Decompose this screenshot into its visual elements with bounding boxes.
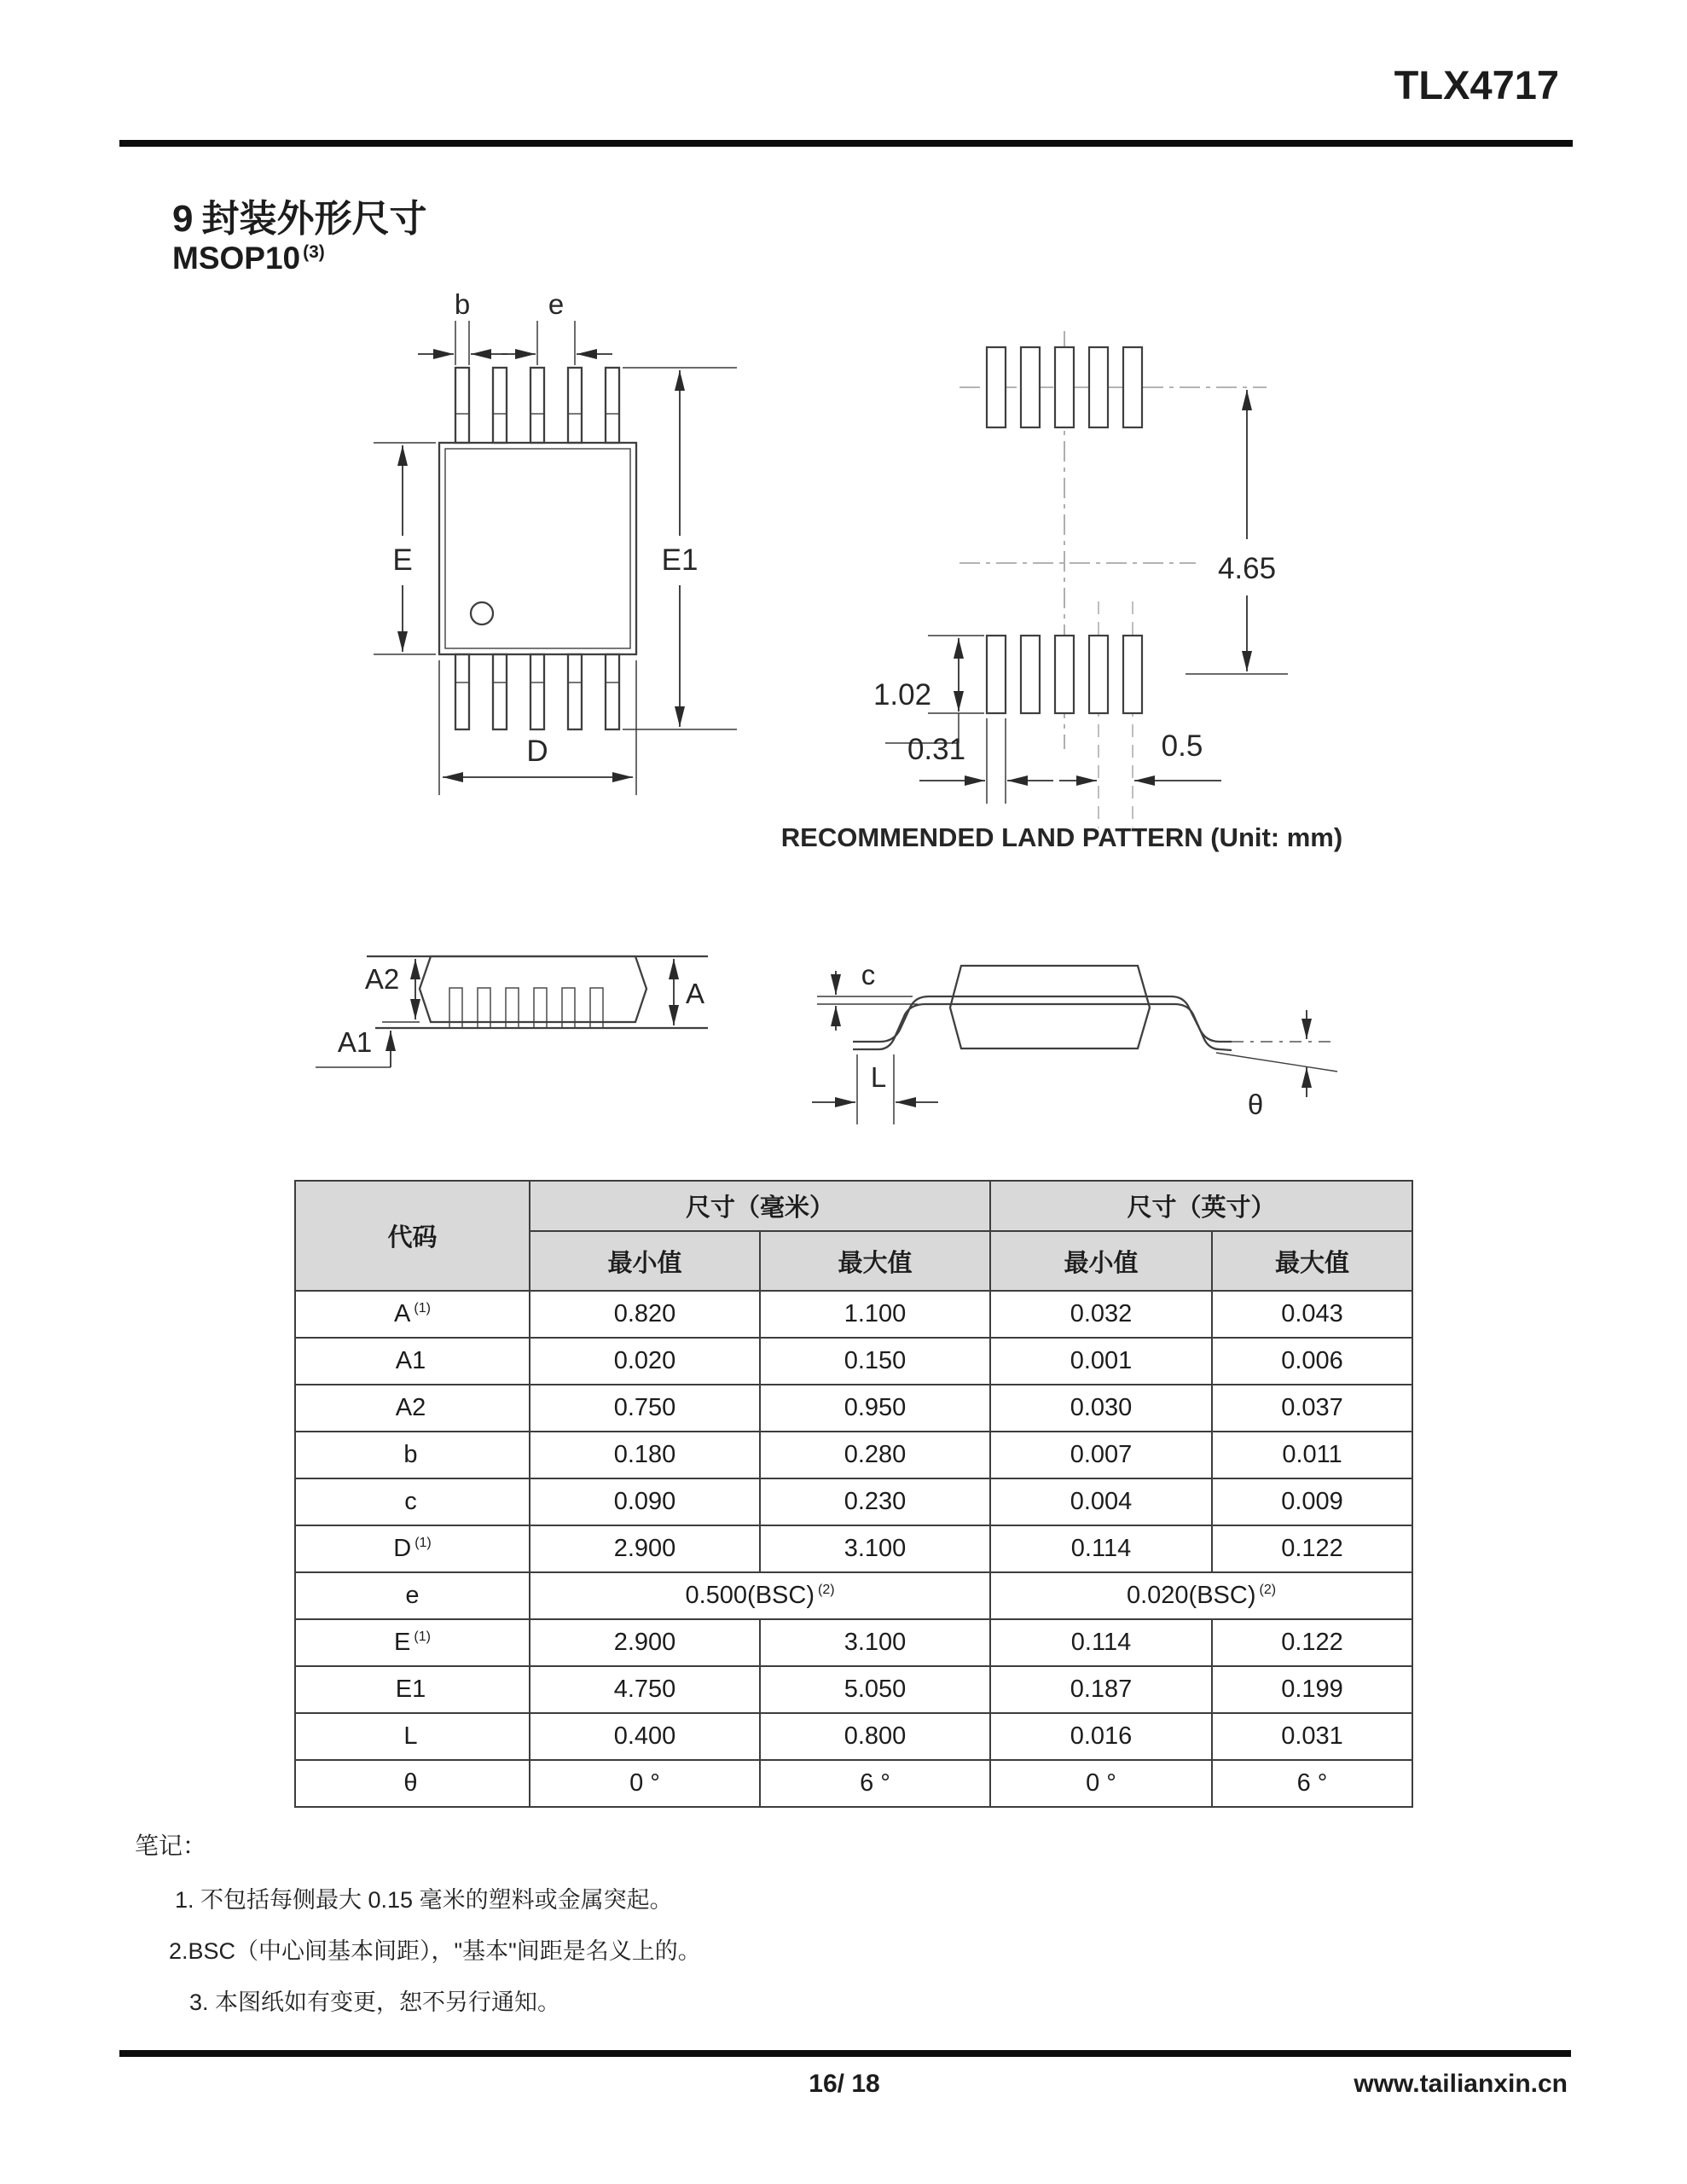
dimension-table [294, 1180, 1413, 1808]
value-cell: 0.180 [530, 1432, 760, 1478]
side-view-lead-drawing [812, 959, 1337, 1124]
value-cell: 0.031 [1212, 1713, 1412, 1760]
note-item-2: 2.BSC（中心间基本间距），"基本"间距是名义上的。 [169, 1938, 701, 1964]
code-cell: θ [295, 1760, 530, 1807]
value-cell: 0.006 [1212, 1338, 1412, 1385]
dim-label-b: b [454, 288, 471, 320]
table-row [295, 1385, 1412, 1432]
value-cell: 0.030 [990, 1385, 1212, 1432]
value-cell: 0.820 [530, 1291, 760, 1338]
col-header-in-min: 最小值 [990, 1231, 1212, 1291]
value-cell: 0.004 [990, 1478, 1212, 1525]
code-cell: b [295, 1432, 530, 1478]
col-header-code: 代码 [295, 1181, 530, 1291]
table-row [295, 1760, 1412, 1807]
value-cell: 1.100 [760, 1291, 990, 1338]
value-cell: 0.043 [1212, 1291, 1412, 1338]
dim-label-E: E [392, 543, 413, 577]
dim-label-1-02: 1.02 [872, 678, 932, 712]
note-item-3: 3. 本图纸如有变更，恕不另行通知。 [189, 1989, 561, 2015]
section-title: 封装外形尺寸 [201, 198, 427, 240]
doc-title: TLX4717 [1394, 62, 1559, 107]
value-cell: 0.122 [1212, 1619, 1412, 1666]
value-cell-span: 0.500(BSC) $^{(2)}$ [530, 1572, 990, 1619]
value-cell: 2.900 [530, 1525, 760, 1572]
table-row [295, 1525, 1412, 1572]
table-row-e [295, 1572, 1412, 1619]
value-cell: 3.100 [760, 1525, 990, 1572]
table-row [295, 1619, 1412, 1666]
value-cell: 0.090 [530, 1478, 760, 1525]
col-header-mm-max: 最大值 [760, 1231, 990, 1291]
dim-label-A: A [686, 978, 705, 1009]
value-cell: 0.114 [990, 1619, 1212, 1666]
value-cell: 0.016 [990, 1713, 1212, 1760]
notes-heading: 笔记： [135, 1833, 207, 1859]
code-cell: A2 [295, 1385, 530, 1432]
dim-label-c: c [861, 959, 876, 990]
value-cell: 0.280 [760, 1432, 990, 1478]
pin1-marker [471, 602, 493, 624]
value-cell: 0.020 [530, 1338, 760, 1385]
dim-label-e: e [548, 288, 565, 320]
code-cell: A $^{(1)}$ [295, 1291, 530, 1338]
value-cell: 0.150 [760, 1338, 990, 1385]
value-cell: 0.122 [1212, 1525, 1412, 1572]
side-view-end-drawing [316, 956, 708, 1067]
value-cell: 0.037 [1212, 1385, 1412, 1432]
value-cell: 0.800 [760, 1713, 990, 1760]
table-row [295, 1432, 1412, 1478]
code-cell: L [295, 1713, 530, 1760]
dim-label-E1: E1 [661, 543, 699, 577]
land-pattern-drawing [781, 331, 1342, 852]
website-url: www.tailianxin.cn [1354, 2070, 1568, 2098]
col-header-mm-min: 最小值 [530, 1231, 760, 1291]
code-cell: A1 [295, 1338, 530, 1385]
value-cell: 0.950 [760, 1385, 990, 1432]
table-row [295, 1713, 1412, 1760]
section-number: 9 [172, 198, 194, 240]
section-heading [172, 188, 426, 242]
value-cell: 6 ° [1212, 1760, 1412, 1807]
code-cell: E1 [295, 1666, 530, 1713]
dim-label-A2: A2 [364, 963, 400, 995]
value-cell: 0.400 [530, 1713, 760, 1760]
value-cell: 0 ° [530, 1760, 760, 1807]
value-cell: 0.011 [1212, 1432, 1412, 1478]
code-cell: E $^{(1)}$ [295, 1619, 530, 1666]
value-cell: 3.100 [760, 1619, 990, 1666]
value-cell: 0.199 [1212, 1666, 1412, 1713]
value-cell: 0.007 [990, 1432, 1212, 1478]
value-cell: 0.001 [990, 1338, 1212, 1385]
dim-label-theta: θ [1247, 1089, 1264, 1120]
code-cell: D $^{(1)}$ [295, 1525, 530, 1572]
value-cell-span: 0.020(BSC) $^{(2)}$ [990, 1572, 1412, 1619]
table-row [295, 1666, 1412, 1713]
footer-rule [119, 2050, 1571, 2057]
land-pattern-caption: RECOMMENDED LAND PATTERN (Unit: mm) [780, 822, 1343, 852]
value-cell: 0.230 [760, 1478, 990, 1525]
package-drawings [119, 282, 1569, 1143]
value-cell: 0.032 [990, 1291, 1212, 1338]
value-cell: 0.187 [990, 1666, 1212, 1713]
dim-label-0-5: 0.5 [1161, 729, 1203, 763]
value-cell: 0.009 [1212, 1478, 1412, 1525]
package-note-ref: (3) [303, 241, 325, 262]
dim-label-D: D [526, 735, 548, 768]
value-cell: 0.750 [530, 1385, 760, 1432]
dim-label-A1: A1 [337, 1026, 373, 1058]
value-cell: 5.050 [760, 1666, 990, 1713]
code-cell: e [295, 1572, 530, 1619]
dim-label-L: L [870, 1061, 887, 1093]
value-cell: 0 ° [990, 1760, 1212, 1807]
code-cell: c [295, 1478, 530, 1525]
col-header-inch: 尺寸（英寸） [990, 1181, 1412, 1231]
col-header-mm: 尺寸（毫米） [530, 1181, 990, 1231]
dim-label-0-31: 0.31 [907, 733, 966, 766]
value-cell: 0.114 [990, 1525, 1212, 1572]
note-item-1: 1. 不包括每侧最大 0.15 毫米的塑料或金属突起。 [175, 1887, 673, 1913]
header-rule [119, 140, 1573, 147]
package-name: MSOP10 $^{(3)}$ [172, 241, 325, 276]
dimension-table-wrap [294, 1180, 1413, 1808]
table-row [295, 1338, 1412, 1385]
table-row [295, 1291, 1412, 1338]
top-view-drawing [374, 288, 737, 795]
value-cell: 6 ° [760, 1760, 990, 1807]
value-cell: 2.900 [530, 1619, 760, 1666]
table-row [295, 1478, 1412, 1525]
dim-label-4-65: 4.65 [1217, 552, 1277, 585]
value-cell: 4.750 [530, 1666, 760, 1713]
page-number: 16/ 18 [809, 2070, 880, 2098]
col-header-in-max: 最大值 [1212, 1231, 1412, 1291]
